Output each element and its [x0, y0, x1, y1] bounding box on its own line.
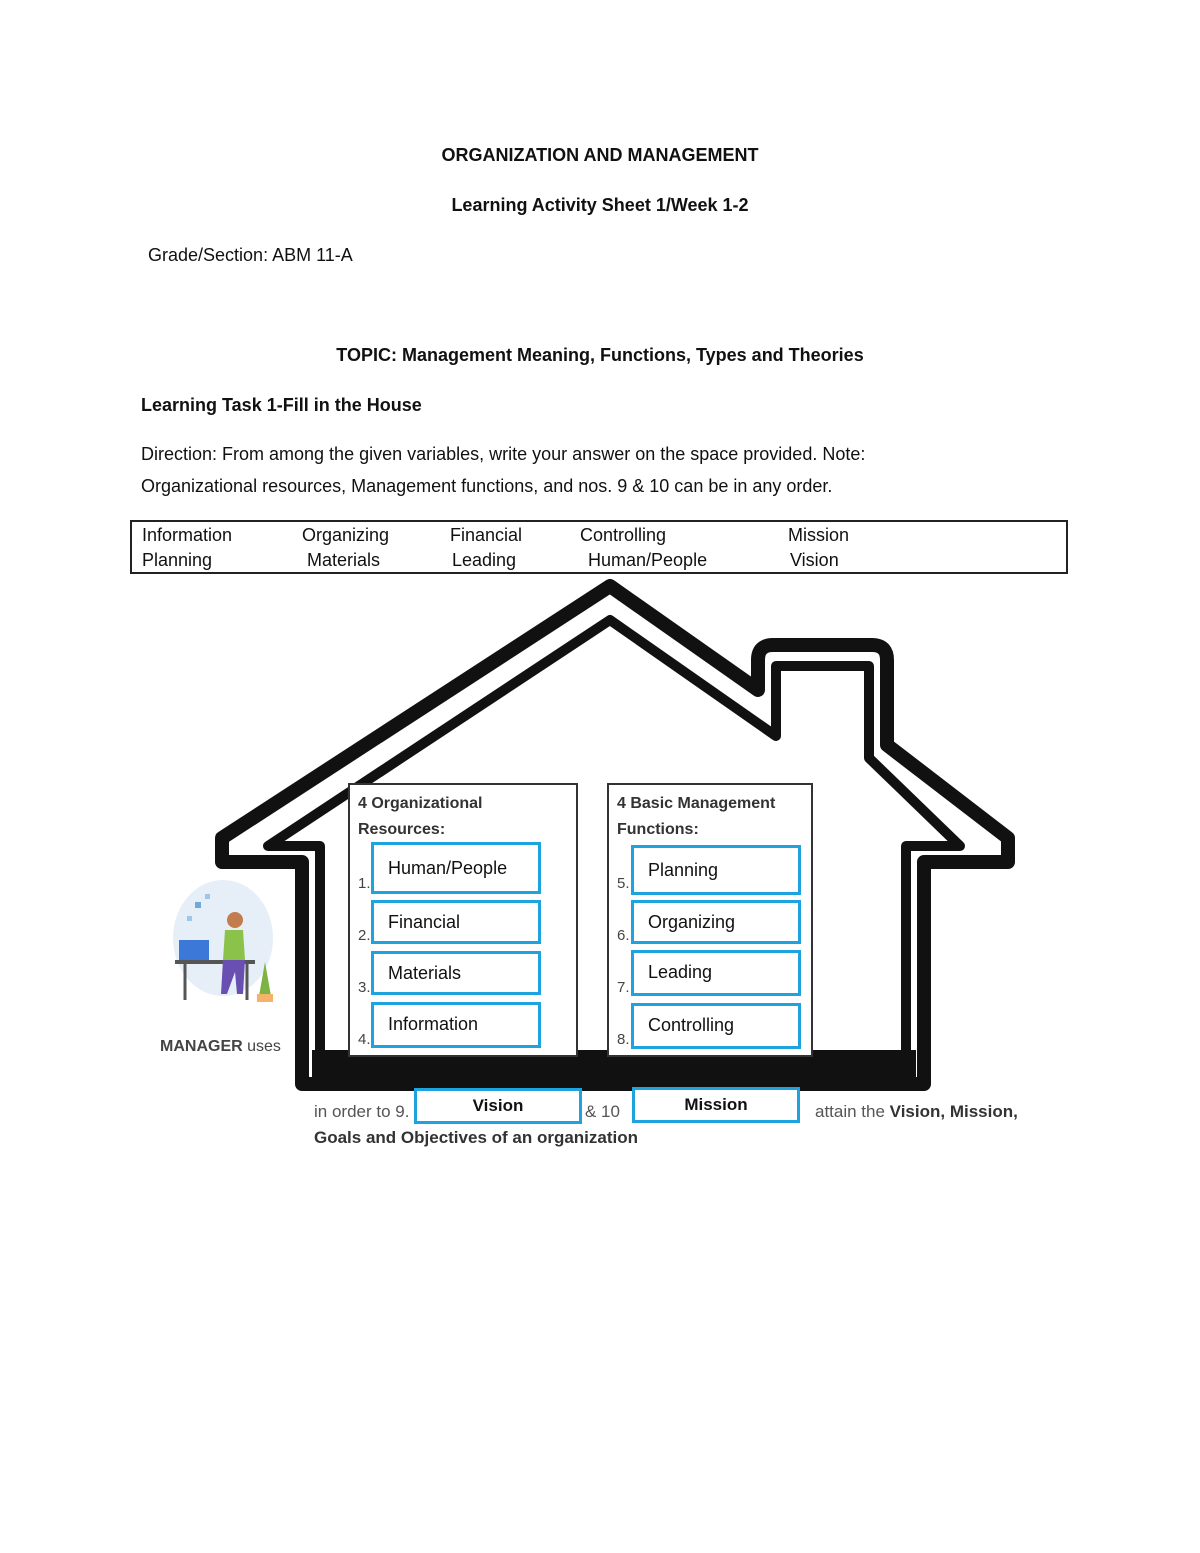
answer-field-7[interactable]: Leading: [631, 950, 801, 996]
word-bank-item: Mission: [788, 525, 850, 545]
bottom-prefix: in order to 9.: [314, 1102, 410, 1121]
bottom-suffix: [815, 1102, 1018, 1122]
word-bank-item: Organizing: [302, 525, 390, 545]
word-bank-item: Human/People: [588, 550, 708, 570]
item-number: 4.: [358, 1031, 371, 1048]
item-number: 3.: [358, 979, 371, 996]
answer-field-8[interactable]: Controlling: [631, 1003, 801, 1049]
manager-label-bold: MANAGER: [160, 1038, 243, 1055]
task-heading: Learning Task 1-Fill in the House: [141, 395, 422, 415]
item-number: 7.: [617, 979, 630, 996]
bottom-suffix-bold: Vision, Mission,: [889, 1102, 1018, 1121]
direction-line-2: Organizational resources, Management functions, and nos. 9 & 10 can be in any order.: [141, 476, 833, 496]
answer-field-1[interactable]: Human/People: [371, 842, 541, 894]
functions-title-line-1: 4 Basic Management: [617, 795, 776, 812]
document-title: ORGANIZATION AND MANAGEMENT: [441, 145, 759, 165]
item-number: 8.: [617, 1031, 630, 1048]
word-bank-item: Planning: [142, 550, 213, 570]
resources-title-line-1: 4 Organizational: [358, 795, 483, 812]
answer-field-10[interactable]: Mission: [632, 1087, 800, 1123]
topic-heading: TOPIC: Management Meaning, Functions, Types and Theories: [336, 345, 864, 365]
answer-field-2[interactable]: Financial: [371, 900, 541, 944]
bottom-line-2: Goals and Objectives of an organization: [314, 1128, 639, 1147]
grade-section: Grade/Section: ABM 11-A: [148, 245, 353, 265]
item-number: 1.: [358, 875, 371, 892]
answer-field-4[interactable]: Information: [371, 1002, 541, 1048]
answer-field-9[interactable]: Vision: [414, 1088, 582, 1124]
functions-title-line-2: Functions:: [617, 821, 699, 838]
bottom-amp: & 10: [585, 1102, 620, 1121]
word-bank-item: Leading: [452, 550, 517, 570]
direction-line-1: Direction: From among the given variables, write your answer on the space provided. Note:: [141, 444, 866, 464]
answer-field-3[interactable]: Materials: [371, 951, 541, 995]
word-bank-item: Vision: [790, 550, 839, 570]
manager-illustration-icon: [165, 876, 285, 1006]
word-bank-item: Materials: [307, 550, 381, 570]
manager-label-rest: uses: [242, 1038, 281, 1055]
word-bank-item: Controlling: [580, 525, 667, 545]
word-bank-item: Financial: [450, 525, 523, 545]
word-bank-item: Information: [142, 525, 233, 545]
document-subtitle: Learning Activity Sheet 1/Week 1-2: [451, 195, 749, 215]
manager-label: [160, 1038, 281, 1056]
item-number: 6.: [617, 927, 630, 944]
resources-title-line-2: Resources:: [358, 821, 446, 838]
item-number: 5.: [617, 875, 630, 892]
item-number: 2.: [358, 927, 371, 944]
answer-field-6[interactable]: Organizing: [631, 900, 801, 944]
bottom-suffix-plain: attain the: [815, 1102, 890, 1121]
answer-field-5[interactable]: Planning: [631, 845, 801, 895]
